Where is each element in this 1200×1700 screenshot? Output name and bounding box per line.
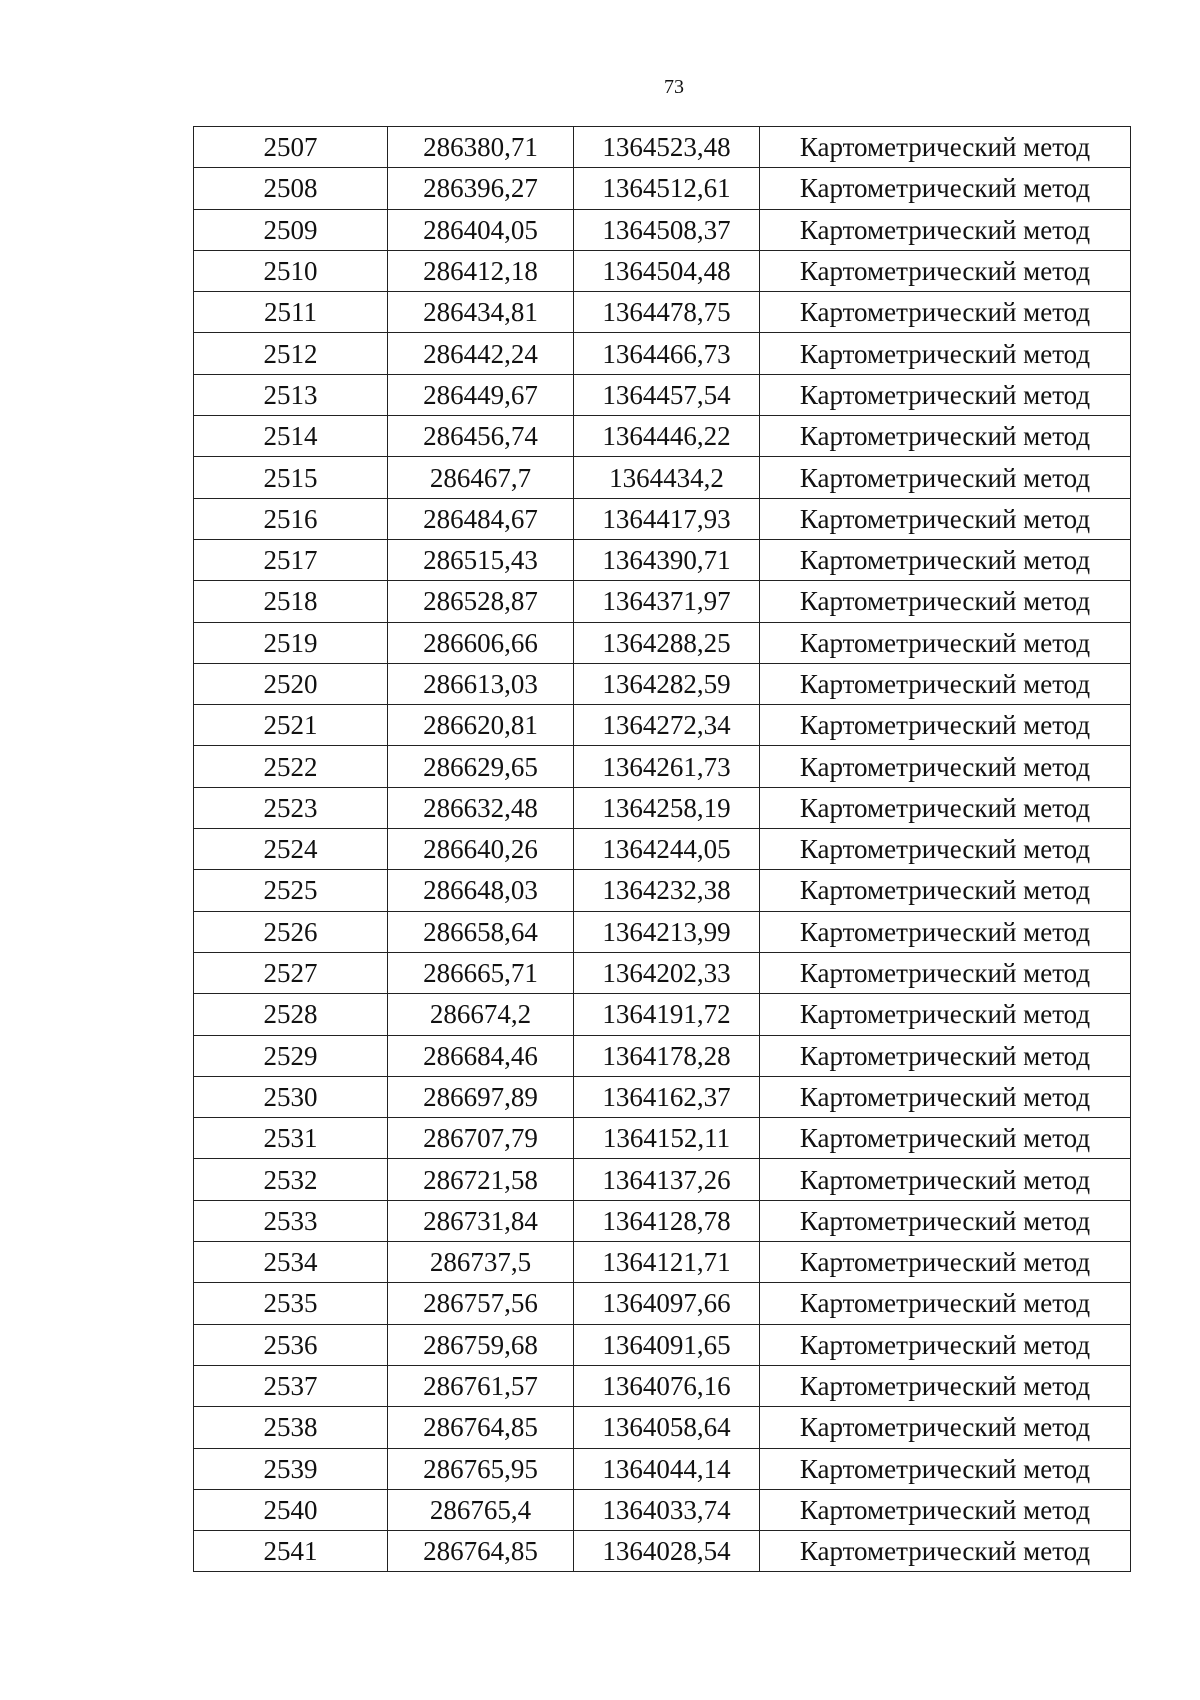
- y-coordinate-cell: 1364033,74: [574, 1489, 760, 1530]
- point-number-cell: 2511: [194, 292, 388, 333]
- x-coordinate-cell: 286764,85: [388, 1531, 574, 1572]
- table-row: [194, 1118, 1131, 1159]
- method-cell: Картометрический метод: [760, 663, 1131, 704]
- x-coordinate-cell: 286648,03: [388, 870, 574, 911]
- method-cell: Картометрический метод: [760, 1448, 1131, 1489]
- table-row: [194, 209, 1131, 250]
- y-coordinate-cell: 1364282,59: [574, 663, 760, 704]
- point-number-cell: 2515: [194, 457, 388, 498]
- method-cell: Картометрический метод: [760, 1489, 1131, 1530]
- method-cell: Картометрический метод: [760, 870, 1131, 911]
- method-cell: Картометрический метод: [760, 416, 1131, 457]
- method-cell: Картометрический метод: [760, 1242, 1131, 1283]
- point-number-cell: 2514: [194, 416, 388, 457]
- y-coordinate-cell: 1364152,11: [574, 1118, 760, 1159]
- x-coordinate-cell: 286467,7: [388, 457, 574, 498]
- x-coordinate-cell: 286765,4: [388, 1489, 574, 1530]
- method-cell: Картометрический метод: [760, 374, 1131, 415]
- y-coordinate-cell: 1364191,72: [574, 994, 760, 1035]
- y-coordinate-cell: 1364478,75: [574, 292, 760, 333]
- table-row: [194, 1076, 1131, 1117]
- x-coordinate-cell: 286442,24: [388, 333, 574, 374]
- x-coordinate-cell: 286674,2: [388, 994, 574, 1035]
- y-coordinate-cell: 1364417,93: [574, 498, 760, 539]
- table-row: [194, 292, 1131, 333]
- method-cell: Картометрический метод: [760, 829, 1131, 870]
- x-coordinate-cell: 286620,81: [388, 705, 574, 746]
- x-coordinate-cell: 286528,87: [388, 581, 574, 622]
- x-coordinate-cell: 286765,95: [388, 1448, 574, 1489]
- table-row: [194, 1365, 1131, 1406]
- y-coordinate-cell: 1364434,2: [574, 457, 760, 498]
- y-coordinate-cell: 1364121,71: [574, 1242, 760, 1283]
- method-cell: Картометрический метод: [760, 952, 1131, 993]
- y-coordinate-cell: 1364390,71: [574, 539, 760, 580]
- table-row: [194, 1324, 1131, 1365]
- method-cell: Картометрический метод: [760, 1200, 1131, 1241]
- y-coordinate-cell: 1364028,54: [574, 1531, 760, 1572]
- point-number-cell: 2529: [194, 1035, 388, 1076]
- y-coordinate-cell: 1364091,65: [574, 1324, 760, 1365]
- table-row: [194, 1489, 1131, 1530]
- point-number-cell: 2513: [194, 374, 388, 415]
- y-coordinate-cell: 1364058,64: [574, 1407, 760, 1448]
- table-row: [194, 1531, 1131, 1572]
- table-row: [194, 1035, 1131, 1076]
- y-coordinate-cell: 1364244,05: [574, 829, 760, 870]
- method-cell: Картометрический метод: [760, 746, 1131, 787]
- point-number-cell: 2534: [194, 1242, 388, 1283]
- y-coordinate-cell: 1364457,54: [574, 374, 760, 415]
- x-coordinate-cell: 286640,26: [388, 829, 574, 870]
- point-number-cell: 2539: [194, 1448, 388, 1489]
- table-row: [194, 952, 1131, 993]
- y-coordinate-cell: 1364466,73: [574, 333, 760, 374]
- y-coordinate-cell: 1364261,73: [574, 746, 760, 787]
- table-row: [194, 1283, 1131, 1324]
- table-row: [194, 539, 1131, 580]
- x-coordinate-cell: 286697,89: [388, 1076, 574, 1117]
- point-number-cell: 2541: [194, 1531, 388, 1572]
- point-number-cell: 2507: [194, 127, 388, 168]
- point-number-cell: 2526: [194, 911, 388, 952]
- table-row: [194, 374, 1131, 415]
- point-number-cell: 2523: [194, 787, 388, 828]
- point-number-cell: 2508: [194, 168, 388, 209]
- y-coordinate-cell: 1364446,22: [574, 416, 760, 457]
- point-number-cell: 2522: [194, 746, 388, 787]
- method-cell: Картометрический метод: [760, 457, 1131, 498]
- table-row: [194, 746, 1131, 787]
- y-coordinate-cell: 1364508,37: [574, 209, 760, 250]
- y-coordinate-cell: 1364232,38: [574, 870, 760, 911]
- y-coordinate-cell: 1364288,25: [574, 622, 760, 663]
- point-number-cell: 2536: [194, 1324, 388, 1365]
- y-coordinate-cell: 1364128,78: [574, 1200, 760, 1241]
- point-number-cell: 2540: [194, 1489, 388, 1530]
- table-row: [194, 250, 1131, 291]
- table-row: [194, 663, 1131, 704]
- table-row: [194, 994, 1131, 1035]
- y-coordinate-cell: 1364371,97: [574, 581, 760, 622]
- method-cell: Картометрический метод: [760, 333, 1131, 374]
- x-coordinate-cell: 286721,58: [388, 1159, 574, 1200]
- point-number-cell: 2530: [194, 1076, 388, 1117]
- method-cell: Картометрический метод: [760, 209, 1131, 250]
- point-number-cell: 2525: [194, 870, 388, 911]
- x-coordinate-cell: 286613,03: [388, 663, 574, 704]
- x-coordinate-cell: 286658,64: [388, 911, 574, 952]
- x-coordinate-cell: 286515,43: [388, 539, 574, 580]
- y-coordinate-cell: 1364213,99: [574, 911, 760, 952]
- x-coordinate-cell: 286380,71: [388, 127, 574, 168]
- table-row: [194, 622, 1131, 663]
- table-row: [194, 581, 1131, 622]
- point-number-cell: 2518: [194, 581, 388, 622]
- y-coordinate-cell: 1364137,26: [574, 1159, 760, 1200]
- method-cell: Картометрический метод: [760, 1324, 1131, 1365]
- point-number-cell: 2538: [194, 1407, 388, 1448]
- method-cell: Картометрический метод: [760, 622, 1131, 663]
- x-coordinate-cell: 286396,27: [388, 168, 574, 209]
- y-coordinate-cell: 1364097,66: [574, 1283, 760, 1324]
- point-number-cell: 2510: [194, 250, 388, 291]
- table-row: [194, 127, 1131, 168]
- y-coordinate-cell: 1364178,28: [574, 1035, 760, 1076]
- method-cell: Картометрический метод: [760, 498, 1131, 539]
- y-coordinate-cell: 1364258,19: [574, 787, 760, 828]
- x-coordinate-cell: 286449,67: [388, 374, 574, 415]
- method-cell: Картометрический метод: [760, 911, 1131, 952]
- method-cell: Картометрический метод: [760, 168, 1131, 209]
- x-coordinate-cell: 286761,57: [388, 1365, 574, 1406]
- x-coordinate-cell: 286757,56: [388, 1283, 574, 1324]
- table-row: [194, 870, 1131, 911]
- x-coordinate-cell: 286707,79: [388, 1118, 574, 1159]
- point-number-cell: 2524: [194, 829, 388, 870]
- x-coordinate-cell: 286434,81: [388, 292, 574, 333]
- coordinates-table: [193, 126, 1131, 1572]
- method-cell: Картометрический метод: [760, 250, 1131, 291]
- method-cell: Картометрический метод: [760, 1365, 1131, 1406]
- method-cell: Картометрический метод: [760, 705, 1131, 746]
- point-number-cell: 2532: [194, 1159, 388, 1200]
- x-coordinate-cell: 286731,84: [388, 1200, 574, 1241]
- method-cell: Картометрический метод: [760, 539, 1131, 580]
- point-number-cell: 2512: [194, 333, 388, 374]
- table-row: [194, 333, 1131, 374]
- point-number-cell: 2520: [194, 663, 388, 704]
- y-coordinate-cell: 1364272,34: [574, 705, 760, 746]
- method-cell: Картометрический метод: [760, 1407, 1131, 1448]
- method-cell: Картометрический метод: [760, 787, 1131, 828]
- table-row: [194, 457, 1131, 498]
- table-row: [194, 911, 1131, 952]
- x-coordinate-cell: 286412,18: [388, 250, 574, 291]
- x-coordinate-cell: 286632,48: [388, 787, 574, 828]
- x-coordinate-cell: 286606,66: [388, 622, 574, 663]
- x-coordinate-cell: 286456,74: [388, 416, 574, 457]
- point-number-cell: 2531: [194, 1118, 388, 1159]
- table-row: [194, 1159, 1131, 1200]
- y-coordinate-cell: 1364512,61: [574, 168, 760, 209]
- point-number-cell: 2535: [194, 1283, 388, 1324]
- table-row: [194, 416, 1131, 457]
- point-number-cell: 2527: [194, 952, 388, 993]
- table-row: [194, 498, 1131, 539]
- x-coordinate-cell: 286484,67: [388, 498, 574, 539]
- point-number-cell: 2516: [194, 498, 388, 539]
- y-coordinate-cell: 1364523,48: [574, 127, 760, 168]
- x-coordinate-cell: 286737,5: [388, 1242, 574, 1283]
- y-coordinate-cell: 1364162,37: [574, 1076, 760, 1117]
- method-cell: Картометрический метод: [760, 1076, 1131, 1117]
- point-number-cell: 2537: [194, 1365, 388, 1406]
- x-coordinate-cell: 286404,05: [388, 209, 574, 250]
- point-number-cell: 2521: [194, 705, 388, 746]
- point-number-cell: 2528: [194, 994, 388, 1035]
- point-number-cell: 2533: [194, 1200, 388, 1241]
- table-row: [194, 168, 1131, 209]
- table-row: [194, 1242, 1131, 1283]
- point-number-cell: 2517: [194, 539, 388, 580]
- point-number-cell: 2519: [194, 622, 388, 663]
- x-coordinate-cell: 286684,46: [388, 1035, 574, 1076]
- page-number: 73: [664, 76, 684, 98]
- method-cell: Картометрический метод: [760, 1283, 1131, 1324]
- table-row: [194, 1448, 1131, 1489]
- table-row: [194, 705, 1131, 746]
- method-cell: Картометрический метод: [760, 292, 1131, 333]
- y-coordinate-cell: 1364504,48: [574, 250, 760, 291]
- method-cell: Картометрический метод: [760, 581, 1131, 622]
- y-coordinate-cell: 1364202,33: [574, 952, 760, 993]
- method-cell: Картометрический метод: [760, 1531, 1131, 1572]
- method-cell: Картометрический метод: [760, 1035, 1131, 1076]
- table-row: [194, 1200, 1131, 1241]
- x-coordinate-cell: 286759,68: [388, 1324, 574, 1365]
- method-cell: Картометрический метод: [760, 127, 1131, 168]
- point-number-cell: 2509: [194, 209, 388, 250]
- table-row: [194, 1407, 1131, 1448]
- x-coordinate-cell: 286665,71: [388, 952, 574, 993]
- table-row: [194, 829, 1131, 870]
- table-row: [194, 787, 1131, 828]
- y-coordinate-cell: 1364076,16: [574, 1365, 760, 1406]
- method-cell: Картометрический метод: [760, 1159, 1131, 1200]
- method-cell: Картометрический метод: [760, 1118, 1131, 1159]
- method-cell: Картометрический метод: [760, 994, 1131, 1035]
- table-body: [194, 127, 1131, 1572]
- x-coordinate-cell: 286764,85: [388, 1407, 574, 1448]
- x-coordinate-cell: 286629,65: [388, 746, 574, 787]
- y-coordinate-cell: 1364044,14: [574, 1448, 760, 1489]
